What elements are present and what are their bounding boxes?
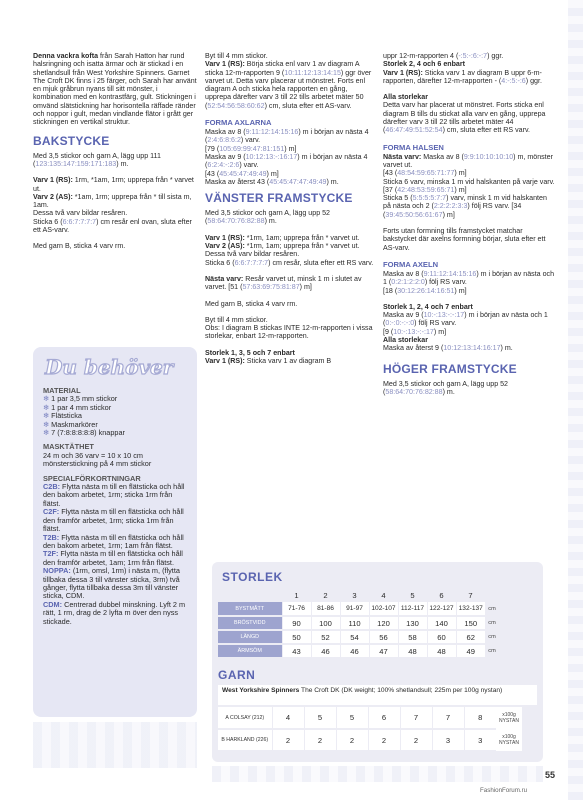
size-header: 2 [323,590,328,600]
size-header: 7 [468,590,473,600]
gauge-heading: MASKTÄTHET [43,442,94,452]
change-yarn: Med garn B, sticka 4 varv rm. [33,242,126,251]
sizes-1357-heading: Storlek 1, 3, 5 och 7 enbart [205,348,295,357]
yarn-row: B HARKLAND (226) 2 2 2 2 2 3 3 x100g NYSTAN [218,729,522,751]
snowflake-icon: ❄ [43,394,50,404]
knit-texture-border [568,0,583,800]
size-header: 6 [439,590,444,600]
abbreviation-item: T2B: Flytta nästa m till en flätsticka och håll den bakom arbetet, 1rm; 1am från flätst. [43,532,184,550]
abbreviation-item: C2B: Flytta nästa m till en flätsticka och håll den bakom arbetet, 1rm; sticka 1rm från flätst. [43,482,185,508]
left-front-heading: VÄNSTER FRAMSTYCKE [205,191,353,206]
column-2 [205,52,375,552]
size-row: BRÖSTVIDD 90 100 110 120 130 140 150 cm [218,616,499,630]
sizes-246-row: Varv 1 (RS): Sticka varv 1 av diagram B uppr 6-m-rapporten, därefter 12-m-rapporten - (4:-:5:-:6) ggr. [383,68,542,85]
material-heading: MATERIAL [43,386,81,395]
right-front-cast-on: Med 3,5 stickor och garn A, lägg upp 52 (58:64:70:76:82:88) m. [383,379,509,396]
size-row: ÄRMSÖM 43 46 46 47 48 48 49 cm [218,644,499,658]
size-heading: STORLEK [222,570,283,584]
abbreviation-item: NOPPA: (1rm, omsl, 1rm) i nästa m, (flytta tillbaka dessa 3 till vänster sticka, 3rm) två gånger, flytta tillbaka dessa 3m till vänster sticka, CDM. [43,566,180,601]
abbreviation-item: C2F: Flytta nästa m till en flätsticka och håll den framför arbetet, 1rm; sticka 1rm från flätst. [43,507,184,534]
yarn-label: A COLSAY (212) [218,707,272,729]
row-label: BYSTMÅTT [218,602,282,616]
intro-paragraph: Denna vackra kofta från Sarah Hatton har rund halsringning och isatta ärmar och är stickad i en shetlandsull från West Yorkshire Spinners. Garnet The Croft DK finns i 25 färger, och Sarah har använt en mjuk gråbrun nyans till sitt mönster, i kombination med en kontrastfärg, gult. Stickningen i omvänd slätstickning har horisontella räffade ränder och noppor i gult, medan vindlande flätor i grått ger stickningen en vertikal struktur. [33,52,197,127]
abbreviation-item: T2F: Flytta nästa m till en flätsticka och håll den framför arbetet, 1am; 1rm från flätst. [43,549,183,567]
shoulder-shape-text: Maska av 8 (9:11:12:14:15:16) m i början av nästa och 1 (0:2:1:2:2:0) följ RS varv. [18 (30:12:26:14:16:51) m] [383,269,555,295]
material-list [43,395,191,437]
snowflake-icon: ❄ [43,411,50,421]
column-1 [33,52,197,342]
material-item: ❄ 7 (7:8:8:8:8:8) knappar [43,428,125,438]
row-label: ÄRMSÖM [218,644,282,658]
back-row-1: Varv 1 (RS): 1rm, *1am, 1rm; upprepa från * varvet ut. [33,176,194,193]
left-front-switch: Byt till 4 mm stickor. [205,315,268,324]
sizes-246-heading: Storlek 2, 4 och 6 enbart [383,60,466,69]
snowflake-icon: ❄ [43,419,50,429]
size-header-row [218,588,499,602]
yarn-label: B HARKLAND (226) [218,729,272,751]
column-3 [383,52,555,562]
rib-knit: Sticka 6 (6:6:7:7:7:7) cm resår enl ovan, sluta efter ett AS-varv. [33,217,192,235]
snowflake-icon: ❄ [43,428,50,438]
material-item: ❄ 1 par 4 mm stickor [43,402,112,412]
size-header: 3 [352,590,357,600]
shoulder-text: Maska av 8 (9:11:12:14:15:16) m i början av nästa 4 (2:4:6:8:6:2) varv. [79 (105:69:99:47:81:151) m] Maska av 9 (10:12:13:-:16:17) m i början av nästa 4 (6:2:4:-:2:6) varv. [43 (45:45:47:49:49) m] Maska av återst 43 (45:45:47:47:49:49) m. [205,128,369,186]
neck-heading: FORMA HALSEN [383,142,444,152]
page-number: 55 [545,770,556,780]
watermark: FashionForum.ru [480,787,528,794]
size-header: 5 [410,590,415,600]
body-row-1: Varv 1 (RS): Börja sticka enl varv 1 av diagram A sticka 12-m-rapporten 9 (10:11:12:13:14:15) ggr över varvet ut. Detta varv placerar ut mönstret. Forts enl diagram A och sticka hela rapporten en gång, upprepa därefter varv 3 till 22 tills arbetet mäter 50 (52:54:56:58:60:62) cm, sluta efter ett AS-varv. [205,60,372,110]
continue-text: Forts utan formning tills framstycket matchar bakstycket där axelns formning börjar, sluta efter ett AS-varv. [383,227,546,252]
size-header: 4 [381,590,386,600]
sizes-1247-text: Maska av 9 (10:-:13:-:-:17) m i början av nästa och 1 (0:-:0:-:-:0) följ RS varv. [9 (10:-:13:-:-:17) m] Alla storlekar Maska av återst 9 (10:12:13:14:16:17) m. [383,311,548,353]
col3-cont: uppr 12-m-rapporten 4 (-:5:-:6:-:7) ggr. [383,52,504,60]
back-row-2: Varv 2 (AS): *1am, 1rm; upprepa från * till sista m, 1am. [33,192,192,210]
snowflake-icon: ❄ [43,402,50,412]
left-front-note: Obs: I diagram B stickas INTE 12-m-rapporten i vissa storlekar, enbart 12-m-rapporten. [205,324,373,341]
abbreviation-item: CDM: Centrerad dubbel minskning. Lyft 2 m rätt, 1 rm, drag de 2 lyfta m över den nyss stickade. [43,599,186,626]
all-sizes-text: Detta varv har placerat ut mönstret. Forts sticka enl diagram B tills du stickat alla varv en gång, upprepa därefter varv 3 till 22 tills arbetet mäter 44 (46:47:49:51:52:54) cm, sluta efter ett RS varv. [383,101,546,135]
sizes-1357-row: Varv 1 (RS): Sticka varv 1 av diagram B [205,357,332,366]
yarn-description: West Yorkshire Spinners The Croft DK (DK weight; 100% shetlandsull; 225m per 100g nystan) [218,685,537,705]
abbreviations-heading: SPECIALFÖRKORTNINGAR [43,473,141,483]
shoulder-shape-heading: FORMA AXELN [383,259,439,269]
row-label: LÄNGD [218,630,282,644]
materials-box [33,347,197,717]
switch-needles: Byt till 4 mm stickor. [205,52,268,60]
left-front-knit: Sticka 6 (6:6:7:7:7:7) cm resår, sluta efter ett RS varv. [205,258,374,267]
row-label: BRÖSTVIDD [218,616,282,630]
left-front-yarn-b: Med garn B, sticka 4 varv rm. [205,299,298,308]
rib-text: Dessa två varv bildar resåren. [33,209,128,218]
back-heading: BAKSTYCKE [33,133,110,148]
size-yarn-panel [212,562,543,762]
right-front-heading: HÖGER FRAMSTYCKE [383,361,517,376]
left-front-row-1: Varv 1 (RS): *1rm, 1am; upprepa från * varvet ut. [205,233,360,242]
yarn-table [218,707,522,752]
material-item: ❄ Flätsticka [43,411,82,421]
all-sizes-heading: Alla storlekar [383,93,428,102]
knit-texture-decoration [33,722,197,768]
materials-box-content [43,387,191,626]
shoulder-heading: FORMA AXLARNA [205,118,272,128]
size-table [218,588,499,659]
yarn-heading: GARN [218,668,256,682]
size-header: 1 [294,590,299,600]
neck-text: Nästa varv: Maska av 8 (9:9:10:10:10:10) m, mönster varvet ut. [43 (48:54:59:65:71:77) m] Sticka 6 varv, minska 1 m vid halskanten på varje varv. [37 (42:48:53:59:65:71) m] Sticka 5 (5:5:5:5:7:7) varv, minsk 1 m vid halskanten på nästa och 2 (2:2:2:2:3:3) följ RS varv. [34 (39:45:50:56:61:67) m] [383,152,555,219]
left-front-next: Nästa varv: Resår varvet ut, minsk 1 m i slutet av varvet. [51 (57:63:69:75:81:87) m] [205,274,362,292]
material-item: ❄ Maskmarkörer [43,419,98,429]
material-item: ❄ 1 par 3,5 mm stickor [43,394,118,404]
size-row: BYSTMÅTT 71-76 81-86 91-97 102-107 112-117 122-127 132-137 cm [218,602,499,616]
yarn-row: A COLSAY (212) 4 5 5 6 7 7 8 x100g NYSTAN [218,707,522,729]
knit-texture-decoration [212,766,543,782]
left-front-row-2: Varv 2 (AS): *1rm, 1am; upprepa från * varvet ut. [205,242,360,251]
back-cast-on: Med 3,5 stickor och garn A, lägg upp 111 (123:135:147:159:171:183) m. [33,151,161,168]
left-front-cast-on: Med 3,5 stickor och garn A, lägg upp 52 (58:64:70:76:82:88) m. [205,209,331,226]
sizes-1247-heading: Storlek 1, 2, 4 och 7 enbart [383,302,473,311]
left-front-rib: Dessa två varv bildar resåren. [205,250,300,259]
gauge-text: 24 m och 36 varv = 10 x 10 cm mönsterstickning på 4 mm stickor [43,450,152,469]
size-row: LÄNGD 50 52 54 56 58 60 62 cm [218,630,499,644]
materials-box-title: Du behöver [45,355,174,379]
